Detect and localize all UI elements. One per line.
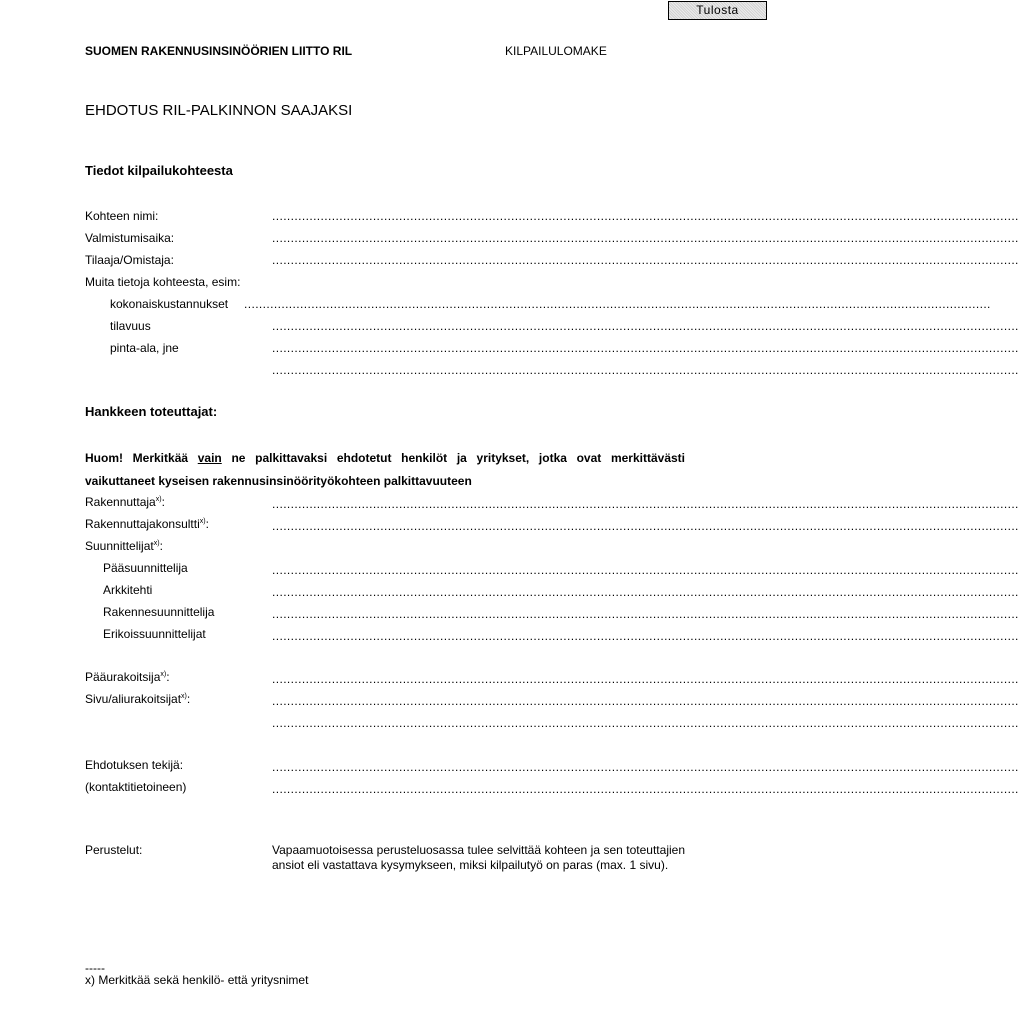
footer-note: x) Merkitkää sekä henkilö- että yritysnimet <box>85 973 309 987</box>
field-architect[interactable]: ........................................................................................................................................................................................................ <box>272 585 1019 599</box>
print-button[interactable]: Tulosta <box>668 1 767 20</box>
label-justification: Perustelut: <box>85 843 143 857</box>
label-contact-info: (kontaktitietoineen) <box>85 780 187 794</box>
field-chief-designer[interactable]: ........................................................................................................................................................................................................ <box>272 563 1019 577</box>
field-area[interactable]: ........................................................................................................................................................................................................ <box>272 341 1019 355</box>
field-subcontractors-extra[interactable]: ........................................................................................................................................................................................................ <box>272 716 1019 730</box>
footer-rule: ----- <box>85 961 105 975</box>
field-builder-consultant[interactable]: ........................................................................................................................................................................................................ <box>272 519 1019 533</box>
justification-text: Vapaamuotoisessa perusteluosassa tulee selvittää kohteen ja sen toteuttajien ansiot eli vastattava kysymykseen, miksi kilpailutyö on paras (max. 1 sivu). <box>272 843 685 872</box>
label-other-info: Muita tietoja kohteesta, esim: <box>85 275 241 289</box>
field-structural-designer[interactable]: ........................................................................................................................................................................................................ <box>272 607 1019 621</box>
label-structural-designer: Rakennesuunnittelija <box>103 605 215 619</box>
note-line-2: vaikuttaneet kyseisen rakennusinsinöörityökohteen palkittavuuteen <box>85 474 472 488</box>
field-completion-time[interactable]: ........................................................................................................................................................................................................ <box>272 231 1019 245</box>
form-type: KILPAILULOMAKE <box>505 44 607 58</box>
field-volume[interactable]: ........................................................................................................................................................................................................ <box>272 319 1019 333</box>
footnote-mark: x) <box>181 693 187 700</box>
label-area: pinta-ala, jne <box>110 341 179 355</box>
field-total-cost[interactable]: ........................................................................................................................................................................................................ <box>244 297 991 311</box>
footnote-mark: x) <box>160 671 167 678</box>
field-main-contractor[interactable]: ........................................................................................................................................................................................................ <box>272 672 1019 686</box>
label-designers: Suunnittelijat$^{x)}$: <box>85 539 163 553</box>
label-volume: tilavuus <box>110 319 151 333</box>
field-proposer[interactable]: ........................................................................................................................................................................................................ <box>272 760 1019 774</box>
note-line-1: Huom! Merkitkää vain ne palkittavaksi ehdotetut henkilöt ja yritykset, jotka ovat merkittävästi <box>85 451 685 465</box>
section-heading-target: Tiedot kilpailukohteesta <box>85 163 233 178</box>
footnote-mark: x) <box>153 540 160 547</box>
label-completion-time: Valmistumisaika: <box>85 231 175 245</box>
field-builder[interactable]: ........................................................................................................................................................................................................ <box>272 497 1019 511</box>
label-main-contractor: Pääurakoitsija$^{x)}$: <box>85 670 170 684</box>
organization-name: SUOMEN RAKENNUSINSINÖÖRIEN LIITTO RIL <box>85 44 353 58</box>
label-builder: Rakennuttaja$^{x)}$: <box>85 495 165 509</box>
footnote-mark: x) <box>199 518 206 525</box>
field-contact-info[interactable]: ........................................................................................................................................................................................................ <box>272 782 1019 796</box>
page-title: EHDOTUS RIL-PALKINNON SAAJAKSI <box>85 102 353 119</box>
label-total-cost: kokonaiskustannukset <box>110 297 229 311</box>
label-builder-consultant: Rakennuttajakonsultti$^{x)}$: <box>85 517 209 531</box>
field-client-owner[interactable]: ........................................................................................................................................................................................................ <box>272 253 1019 267</box>
label-subcontractors: Sivu/aliurakoitsijat$^{x)}$: <box>85 692 191 706</box>
field-target-name[interactable]: ........................................................................................................................................................................................................ <box>272 209 1019 223</box>
section-heading-implementers: Hankkeen toteuttajat: <box>85 404 218 419</box>
footnote-mark: x) <box>155 496 162 503</box>
label-proposer: Ehdotuksen tekijä: <box>85 758 184 772</box>
field-subcontractors[interactable]: ........................................................................................................................................................................................................ <box>272 694 1019 708</box>
field-extra-info[interactable]: ........................................................................................................................................................................................................ <box>272 363 1019 377</box>
label-architect: Arkkitehti <box>103 583 153 597</box>
label-special-designers: Erikoissuunnittelijat <box>103 627 206 641</box>
field-special-designers[interactable]: ........................................................................................................................................................................................................ <box>272 629 1019 643</box>
label-target-name: Kohteen nimi: <box>85 209 159 223</box>
label-chief-designer: Pääsuunnittelija <box>103 561 188 575</box>
label-client-owner: Tilaaja/Omistaja: <box>85 253 174 267</box>
